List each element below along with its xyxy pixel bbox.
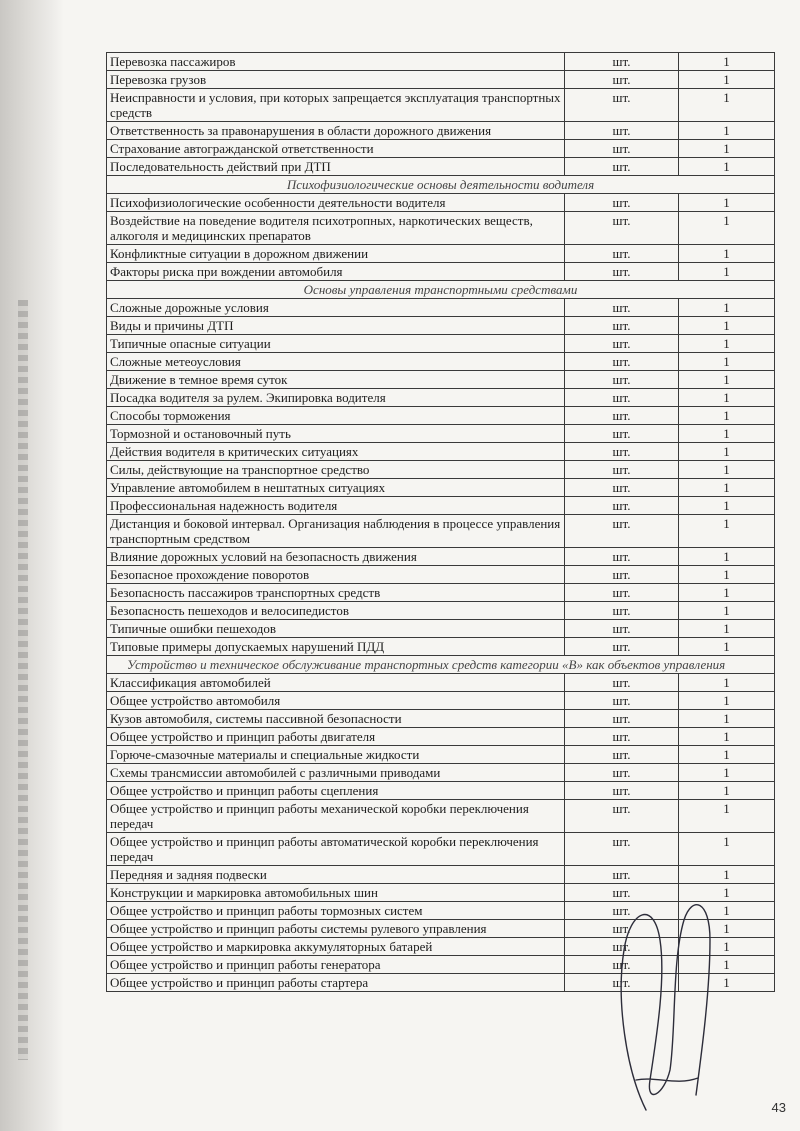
quantity-cell: 1 — [679, 674, 775, 692]
unit-cell: шт. — [565, 371, 679, 389]
unit-cell: шт. — [565, 461, 679, 479]
quantity-cell: 1 — [679, 263, 775, 281]
item-name-cell: Безопасное прохождение поворотов — [107, 566, 565, 584]
quantity-cell: 1 — [679, 515, 775, 548]
item-name-cell: Классификация автомобилей — [107, 674, 565, 692]
unit-cell: шт. — [565, 497, 679, 515]
item-name-cell: Общее устройство и принцип работы автоматической коробки переключения передач — [107, 833, 565, 866]
unit-cell: шт. — [565, 710, 679, 728]
table-row — [107, 245, 775, 263]
item-name-cell: Общее устройство и принцип работы тормозных систем — [107, 902, 565, 920]
table-row — [107, 584, 775, 602]
quantity-cell: 1 — [679, 122, 775, 140]
item-name-cell: Тормозной и остановочный путь — [107, 425, 565, 443]
unit-cell: шт. — [565, 194, 679, 212]
table-row — [107, 263, 775, 281]
item-name-cell: Влияние дорожных условий на безопасность движения — [107, 548, 565, 566]
unit-cell: шт. — [565, 920, 679, 938]
item-name-cell: Типичные ошибки пешеходов — [107, 620, 565, 638]
quantity-cell: 1 — [679, 782, 775, 800]
table-row — [107, 746, 775, 764]
item-name-cell: Сложные дорожные условия — [107, 299, 565, 317]
unit-cell: шт. — [565, 866, 679, 884]
page-number: 43 — [771, 1100, 786, 1115]
item-name-cell: Схемы трансмиссии автомобилей с различными приводами — [107, 764, 565, 782]
quantity-cell: 1 — [679, 566, 775, 584]
unit-cell: шт. — [565, 53, 679, 71]
table-row — [107, 407, 775, 425]
item-name-cell: Общее устройство и принцип работы системы рулевого управления — [107, 920, 565, 938]
table-row — [107, 371, 775, 389]
quantity-cell: 1 — [679, 140, 775, 158]
unit-cell: шт. — [565, 389, 679, 407]
quantity-cell: 1 — [679, 335, 775, 353]
item-name-cell: Движение в темное время суток — [107, 371, 565, 389]
table-row — [107, 140, 775, 158]
quantity-cell: 1 — [679, 938, 775, 956]
table-row — [107, 461, 775, 479]
table-row — [107, 764, 775, 782]
section-title: Устройство и техническое обслуживание транспортных средств категории «В» как объектов управления — [107, 656, 775, 674]
quantity-cell: 1 — [679, 212, 775, 245]
unit-cell: шт. — [565, 479, 679, 497]
item-name-cell: Неисправности и условия, при которых запрещается эксплуатация транспортных средств — [107, 89, 565, 122]
table-row — [107, 335, 775, 353]
quantity-cell: 1 — [679, 638, 775, 656]
table-row — [107, 353, 775, 371]
table-row — [107, 548, 775, 566]
unit-cell: шт. — [565, 407, 679, 425]
item-name-cell: Виды и причины ДТП — [107, 317, 565, 335]
table-row — [107, 674, 775, 692]
unit-cell: шт. — [565, 833, 679, 866]
unit-cell: шт. — [565, 212, 679, 245]
table-row — [107, 620, 775, 638]
table-row — [107, 443, 775, 461]
item-name-cell: Страхование автогражданской ответственности — [107, 140, 565, 158]
unit-cell: шт. — [565, 638, 679, 656]
quantity-cell: 1 — [679, 746, 775, 764]
item-name-cell: Воздействие на поведение водителя психотропных, наркотических веществ, алкоголя и медицинских препаратов — [107, 212, 565, 245]
item-name-cell: Способы торможения — [107, 407, 565, 425]
unit-cell: шт. — [565, 902, 679, 920]
unit-cell: шт. — [565, 122, 679, 140]
table-row — [107, 317, 775, 335]
section-title: Психофизиологические основы деятельности водителя — [107, 176, 775, 194]
quantity-cell: 1 — [679, 194, 775, 212]
equipment-table — [106, 52, 775, 992]
unit-cell: шт. — [565, 443, 679, 461]
table-row — [107, 212, 775, 245]
unit-cell: шт. — [565, 548, 679, 566]
unit-cell: шт. — [565, 353, 679, 371]
unit-cell: шт. — [565, 566, 679, 584]
quantity-cell: 1 — [679, 245, 775, 263]
table-row — [107, 389, 775, 407]
quantity-cell: 1 — [679, 764, 775, 782]
unit-cell: шт. — [565, 425, 679, 443]
quantity-cell: 1 — [679, 425, 775, 443]
quantity-cell: 1 — [679, 443, 775, 461]
table-row — [107, 425, 775, 443]
quantity-cell: 1 — [679, 902, 775, 920]
table-row — [107, 833, 775, 866]
item-name-cell: Последовательность действий при ДТП — [107, 158, 565, 176]
unit-cell: шт. — [565, 884, 679, 902]
quantity-cell: 1 — [679, 920, 775, 938]
item-name-cell: Горюче-смазочные материалы и специальные жидкости — [107, 746, 565, 764]
unit-cell: шт. — [565, 938, 679, 956]
item-name-cell: Безопасность пешеходов и велосипедистов — [107, 602, 565, 620]
table-row — [107, 299, 775, 317]
item-name-cell: Ответственность за правонарушения в области дорожного движения — [107, 122, 565, 140]
item-name-cell: Общее устройство и принцип работы сцепления — [107, 782, 565, 800]
section-header-row — [107, 176, 775, 194]
item-name-cell: Силы, действующие на транспортное средство — [107, 461, 565, 479]
table-row — [107, 122, 775, 140]
unit-cell: шт. — [565, 317, 679, 335]
unit-cell: шт. — [565, 782, 679, 800]
item-name-cell: Дистанция и боковой интервал. Организация наблюдения в процессе управления транспортным средством — [107, 515, 565, 548]
quantity-cell: 1 — [679, 974, 775, 992]
unit-cell: шт. — [565, 263, 679, 281]
quantity-cell: 1 — [679, 53, 775, 71]
section-header-row — [107, 656, 775, 674]
quantity-cell: 1 — [679, 317, 775, 335]
binding-shadow — [0, 0, 64, 1131]
quantity-cell: 1 — [679, 548, 775, 566]
quantity-cell: 1 — [679, 602, 775, 620]
item-name-cell: Общее устройство и принцип работы двигателя — [107, 728, 565, 746]
unit-cell: шт. — [565, 158, 679, 176]
item-name-cell: Конструкции и маркировка автомобильных шин — [107, 884, 565, 902]
unit-cell: шт. — [565, 602, 679, 620]
item-name-cell: Профессиональная надежность водителя — [107, 497, 565, 515]
quantity-cell: 1 — [679, 833, 775, 866]
quantity-cell: 1 — [679, 884, 775, 902]
unit-cell: шт. — [565, 956, 679, 974]
table-row — [107, 89, 775, 122]
table-row — [107, 515, 775, 548]
quantity-cell: 1 — [679, 497, 775, 515]
item-name-cell: Безопасность пассажиров транспортных средств — [107, 584, 565, 602]
table-row — [107, 710, 775, 728]
item-name-cell: Перевозка пассажиров — [107, 53, 565, 71]
quantity-cell: 1 — [679, 158, 775, 176]
item-name-cell: Посадка водителя за рулем. Экипировка водителя — [107, 389, 565, 407]
unit-cell: шт. — [565, 299, 679, 317]
quantity-cell: 1 — [679, 89, 775, 122]
table-row — [107, 728, 775, 746]
table-row — [107, 692, 775, 710]
item-name-cell: Кузов автомобиля, системы пассивной безопасности — [107, 710, 565, 728]
table-row — [107, 566, 775, 584]
item-name-cell: Конфликтные ситуации в дорожном движении — [107, 245, 565, 263]
section-title: Основы управления транспортными средствами — [107, 281, 775, 299]
section-header-row — [107, 281, 775, 299]
table-row — [107, 800, 775, 833]
item-name-cell: Общее устройство и маркировка аккумуляторных батарей — [107, 938, 565, 956]
quantity-cell: 1 — [679, 407, 775, 425]
quantity-cell: 1 — [679, 299, 775, 317]
unit-cell: шт. — [565, 800, 679, 833]
table-row — [107, 158, 775, 176]
item-name-cell: Типовые примеры допускаемых нарушений ПДД — [107, 638, 565, 656]
unit-cell: шт. — [565, 584, 679, 602]
quantity-cell: 1 — [679, 461, 775, 479]
unit-cell: шт. — [565, 728, 679, 746]
unit-cell: шт. — [565, 335, 679, 353]
quantity-cell: 1 — [679, 956, 775, 974]
unit-cell: шт. — [565, 674, 679, 692]
unit-cell: шт. — [565, 974, 679, 992]
quantity-cell: 1 — [679, 800, 775, 833]
unit-cell: шт. — [565, 515, 679, 548]
item-name-cell: Общее устройство автомобиля — [107, 692, 565, 710]
item-name-cell: Общее устройство и принцип работы стартера — [107, 974, 565, 992]
item-name-cell: Сложные метеоусловия — [107, 353, 565, 371]
unit-cell: шт. — [565, 746, 679, 764]
table-row — [107, 782, 775, 800]
item-name-cell: Факторы риска при вождении автомобиля — [107, 263, 565, 281]
unit-cell: шт. — [565, 764, 679, 782]
quantity-cell: 1 — [679, 710, 775, 728]
handwritten-signature — [606, 880, 726, 1120]
item-name-cell: Действия водителя в критических ситуациях — [107, 443, 565, 461]
table-row — [107, 497, 775, 515]
table-row — [107, 638, 775, 656]
item-name-cell: Типичные опасные ситуации — [107, 335, 565, 353]
equipment-table-body — [107, 53, 775, 992]
quantity-cell: 1 — [679, 620, 775, 638]
table-row — [107, 71, 775, 89]
unit-cell: шт. — [565, 140, 679, 158]
quantity-cell: 1 — [679, 389, 775, 407]
table-row — [107, 479, 775, 497]
unit-cell: шт. — [565, 692, 679, 710]
item-name-cell: Общее устройство и принцип работы механической коробки переключения передач — [107, 800, 565, 833]
quantity-cell: 1 — [679, 353, 775, 371]
unit-cell: шт. — [565, 89, 679, 122]
quantity-cell: 1 — [679, 479, 775, 497]
quantity-cell: 1 — [679, 71, 775, 89]
unit-cell: шт. — [565, 245, 679, 263]
item-name-cell: Психофизиологические особенности деятельности водителя — [107, 194, 565, 212]
unit-cell: шт. — [565, 71, 679, 89]
unit-cell: шт. — [565, 620, 679, 638]
table-row — [107, 602, 775, 620]
quantity-cell: 1 — [679, 866, 775, 884]
quantity-cell: 1 — [679, 728, 775, 746]
item-name-cell: Перевозка грузов — [107, 71, 565, 89]
item-name-cell: Передняя и задняя подвески — [107, 866, 565, 884]
table-row — [107, 194, 775, 212]
quantity-cell: 1 — [679, 371, 775, 389]
table-row — [107, 53, 775, 71]
quantity-cell: 1 — [679, 692, 775, 710]
item-name-cell: Общее устройство и принцип работы генератора — [107, 956, 565, 974]
item-name-cell: Управление автомобилем в нештатных ситуациях — [107, 479, 565, 497]
quantity-cell: 1 — [679, 584, 775, 602]
